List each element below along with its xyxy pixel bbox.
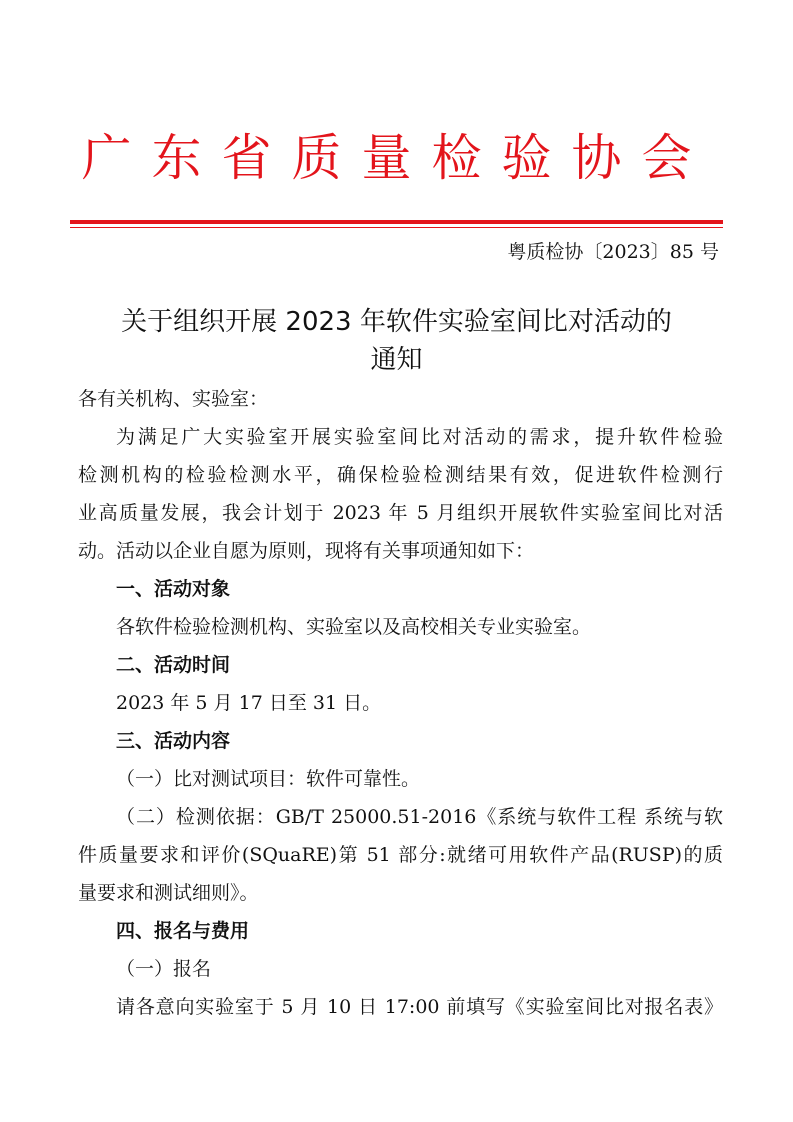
document-title <box>70 303 723 379</box>
section-3-item-2-line-3: 量要求和测试细则》。 <box>78 882 259 904</box>
intro-line-3: 业高质量发展，我会计划于 2023 年 5 月组织开展软件实验室间比对活 <box>78 502 723 524</box>
document-title-line-1: 关于组织开展 2023 年软件实验室间比对活动的 <box>121 307 672 337</box>
section-2-heading: 二、活动时间 <box>116 654 231 676</box>
header-divider-thin <box>70 227 723 228</box>
section-2-text: 2023 年 5 月 17 日至 31 日。 <box>116 692 382 714</box>
section-4-subheading-1: （一）报名 <box>116 958 212 980</box>
section-4-text: 请各意向实验室于 5 月 10 日 17:00 前填写《实验室间比对报名表》 <box>116 996 723 1018</box>
header-divider-thick <box>70 220 723 224</box>
document-title-line-2: 通知 <box>370 345 423 375</box>
intro-line-4: 动。活动以企业自愿为原则，现将有关事项通知如下： <box>78 540 535 562</box>
section-3-item-1: （一）比对测试项目：软件可靠性。 <box>116 768 421 790</box>
section-1-text: 各软件检验检测机构、实验室以及高校相关专业实验室。 <box>116 616 592 638</box>
organization-header: 广东省质量检验协会 <box>81 129 712 187</box>
section-3-item-2-line-2: 件质量要求和评价(SQuaRE)第 51 部分:就绪可用软件产品(RUSP)的质 <box>78 844 723 866</box>
intro-line-2: 检测机构的检验检测水平，确保检验检测结果有效，促进软件检测行 <box>78 464 723 486</box>
intro-line-1: 为满足广大实验室开展实验室间比对活动的需求，提升软件检验 <box>116 426 723 448</box>
section-1-heading: 一、活动对象 <box>116 578 231 600</box>
section-3-heading: 三、活动内容 <box>116 730 231 752</box>
section-4-heading: 四、报名与费用 <box>116 920 250 942</box>
section-3-item-2-line-1: （二）检测依据：GB/T 25000.51-2016《系统与软件工程 系统与软 <box>116 806 723 828</box>
document-body <box>78 380 723 1026</box>
document-number: 粤质检协〔2023〕85 号 <box>507 241 719 263</box>
salutation: 各有关机构、实验室： <box>78 388 269 410</box>
